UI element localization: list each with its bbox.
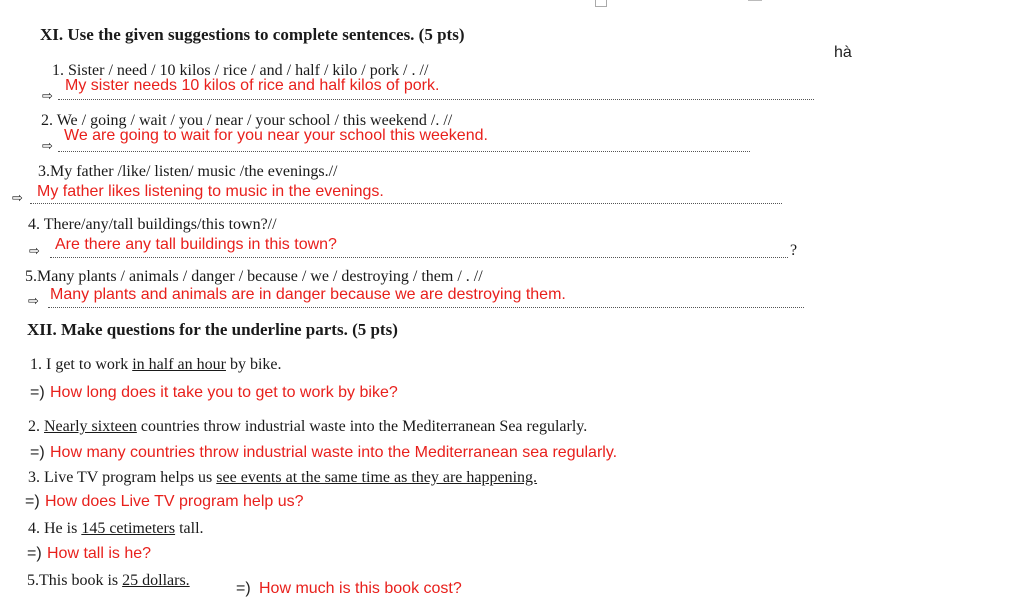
s12-item-3-underline: see events at the same time as they are happening. [216, 469, 538, 486]
equals-marker: =) [30, 384, 45, 401]
s11-item-1-answer[interactable]: My sister needs 10 kilos of rice and half kilos of pork. [65, 77, 440, 94]
equals-marker: =) [236, 580, 251, 597]
section-11-heading: XI. Use the given suggestions to complete sentences. (5 pts) [40, 25, 465, 44]
s12-item-2-underline: Nearly sixteen [44, 418, 137, 435]
page-marker [595, 0, 607, 7]
s12-item-5-prompt: 5.This book is 25 dollars. [27, 572, 190, 589]
arrow-icon: ⇨ [12, 191, 23, 206]
s11-item-4-answer[interactable]: Are there any tall buildings in this town? [55, 236, 337, 253]
s12-item-5-answer[interactable]: How much is this book cost? [259, 580, 462, 597]
s12-item-4-answer[interactable]: How tall is he? [47, 545, 152, 562]
s11-item-2-answer[interactable]: We are going to wait for you near your school this weekend. [64, 127, 488, 144]
equals-marker: =) [27, 545, 42, 562]
s11-item-1-prompt: 1. Sister / need / 10 kilos / rice / and / half / kilo / pork / . // [52, 62, 429, 79]
s12-item-5-underline: 25 dollars. [122, 572, 190, 589]
s12-item-4-prompt: 4. He is 145 cetimeters tall. [28, 520, 204, 537]
equals-marker: =) [25, 493, 40, 510]
s11-item-3-answer[interactable]: My father likes listening to music in the evenings. [37, 183, 384, 200]
s12-item-3-answer[interactable]: How does Live TV program help us? [45, 493, 304, 510]
page-marker-line [748, 0, 762, 1]
s11-item-2-line [58, 151, 750, 152]
s12-item-2-answer[interactable]: How many countries throw industrial waste into the Mediterranean sea regularly. [50, 444, 618, 461]
s11-item-3-line [30, 203, 782, 204]
s11-item-3-prompt: 3.My father /like/ listen/ music /the evenings.// [38, 163, 338, 180]
s12-item-1-underline: in half an hour [132, 356, 226, 373]
arrow-icon: ⇨ [29, 244, 40, 259]
equals-marker: =) [30, 444, 45, 461]
s11-item-1-line [58, 99, 814, 100]
s11-item-5-prompt: 5.Many plants / animals / danger / because / we / destroying / them / . // [25, 268, 483, 285]
s12-item-1-answer[interactable]: How long does it take you to get to work by bike? [50, 384, 398, 401]
s12-item-4-underline: 145 cetimeters [81, 520, 176, 537]
s12-item-3-prompt: 3. Live TV program helps us see events at the same time as they are happening. [28, 469, 538, 486]
s11-item-4-line [50, 257, 788, 258]
section-12-heading: XII. Make questions for the underline parts. (5 pts) [27, 320, 398, 339]
arrow-icon: ⇨ [42, 89, 53, 104]
arrow-icon: ⇨ [42, 139, 53, 154]
s12-item-2-prompt: 2. Nearly sixteen countries throw industrial waste into the Mediterranean Sea regularly. [28, 418, 588, 435]
s12-item-1-prompt: 1. I get to work in half an hour by bike. [30, 356, 282, 373]
s11-item-5-line [48, 307, 804, 308]
side-note: hà [834, 44, 852, 61]
arrow-icon: ⇨ [28, 294, 39, 309]
s11-item-2-prompt: 2. We / going / wait / you / near / your school / this weekend /. // [41, 112, 453, 129]
s11-item-5-answer[interactable]: Many plants and animals are in danger because we are destroying them. [50, 286, 566, 303]
s11-item-4-prompt: 4. There/any/tall buildings/this town?// [28, 216, 277, 233]
s11-item-4-question-mark: ? [790, 242, 798, 259]
